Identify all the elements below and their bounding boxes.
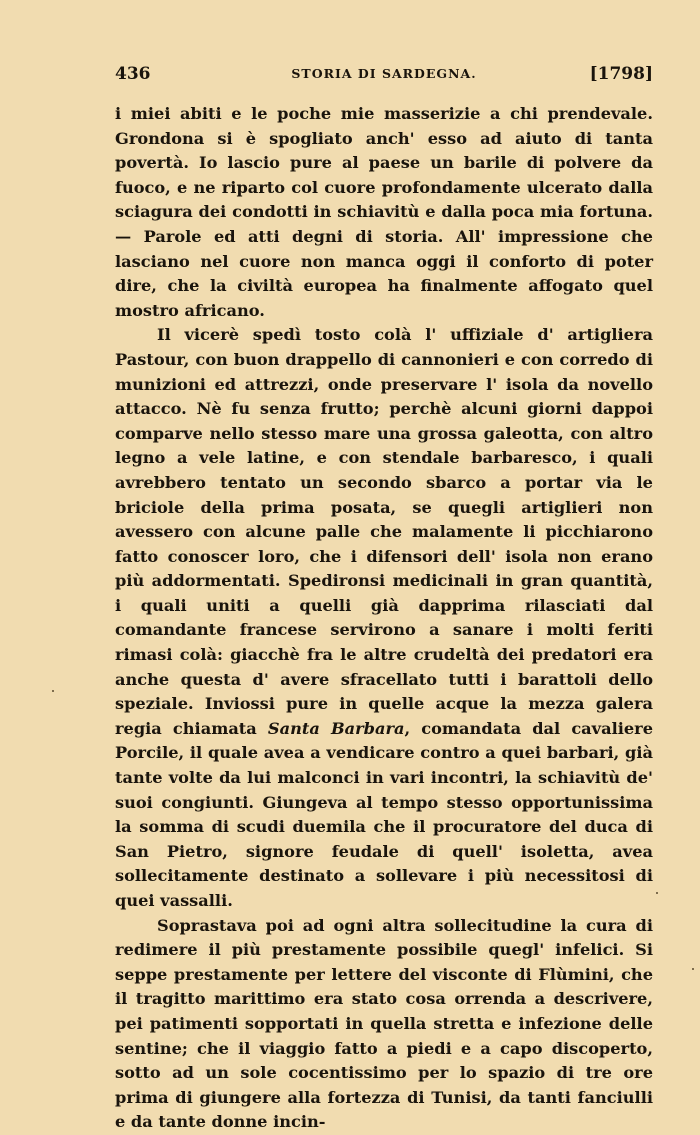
paragraph-3: Soprastava poi ad ogni altra sollecitudine la cura di redimere il più prestamente possibile quegl' infelici. Si seppe prestamente per lettere del visconte di Flùmini, che il tragitto marittimo era stato cosa orrenda a descrivere, pei patimenti sopportati in quella stretta e infezione delle sentine; che il viaggio fatto a piedi e a capo discoperto, sotto ad un sole cocentissimo per lo spazio di tre ore prima di giungere alla fortezza di Tunisi, da tanti fanciulli e da tante donne incin- (115, 915, 653, 1132)
header-year: [1798] (589, 64, 653, 84)
paper-speck (692, 968, 694, 970)
paragraph-1: i miei abiti e le poche mie masserizie a chi prendevale. Grondona si è spogliato anch' esso ad aiuto di tanta povertà. Io lascio pure al paese un barile di polvere da fuoco, e ne riparto col cuore profondamente ulcerato dalla sciagura dei condotti in schiavitù e dalla poca mia fortuna. — Parole ed atti degni di storia. All' impressione che lasciano nel cuore non manca oggi il conforto di poter dire, che la civiltà europea ha finalmente affogato quel mostro africano. (115, 104, 653, 320)
paper-speck (656, 892, 658, 894)
running-header (115, 64, 653, 90)
paper-speck (52, 690, 54, 692)
page-number: 436 (115, 64, 151, 84)
running-title: STORIA DI SARDEGNA. (291, 66, 477, 81)
ship-name: Santa Barbara (267, 718, 405, 738)
book-page (115, 64, 653, 1135)
body-text (115, 102, 653, 1135)
paragraph-2: Il vicerè spedì tosto colà l' uffiziale d' artigliera Pastour, con buon drappello di cannonieri e con corredo di munizioni ed attrezzi, onde preservare l' isola da novello attacco. Nè fu senza frutto; perchè alcuni giorni dappoi comparve nello stesso mare una grossa galeotta, con altro legno a vele latine, e con stendale barbaresco, i quali avrebbero tentato un secondo sbarco a portar via le briciole della prima posata, se quegli artiglieri non avessero con alcune palle che malamente li picchiarono fatto conoscer loro, che i difensori dell' isola non erano più addormentati. Spedironsi medicinali in gran quantità, i quali uniti a quelli già dapprima rilasciati dal comandante francese servirono a sanare i molti feriti rimasi colà: giacchè fra le altre crudeltà dei predatori era anche questa d' avere sfracellato tutti i barattoli dello speziale. Inviossi pure in quelle acque la mezza galera regia chiamata Santa Barbara, comandata dal cavaliere Porcile, il quale avea a vendicare contro a quei barbari, già tante volte da lui malconci in vari incontri, la schiavitù de' suoi congiunti. Giungeva al tempo stesso opportunissima la somma di scudi duemila che il procuratore del duca di San Pietro, signore feudale di quell' isoletta, avea sollecitamente destinato a sollevare i più necessitosi di quei vassalli. (115, 325, 653, 910)
